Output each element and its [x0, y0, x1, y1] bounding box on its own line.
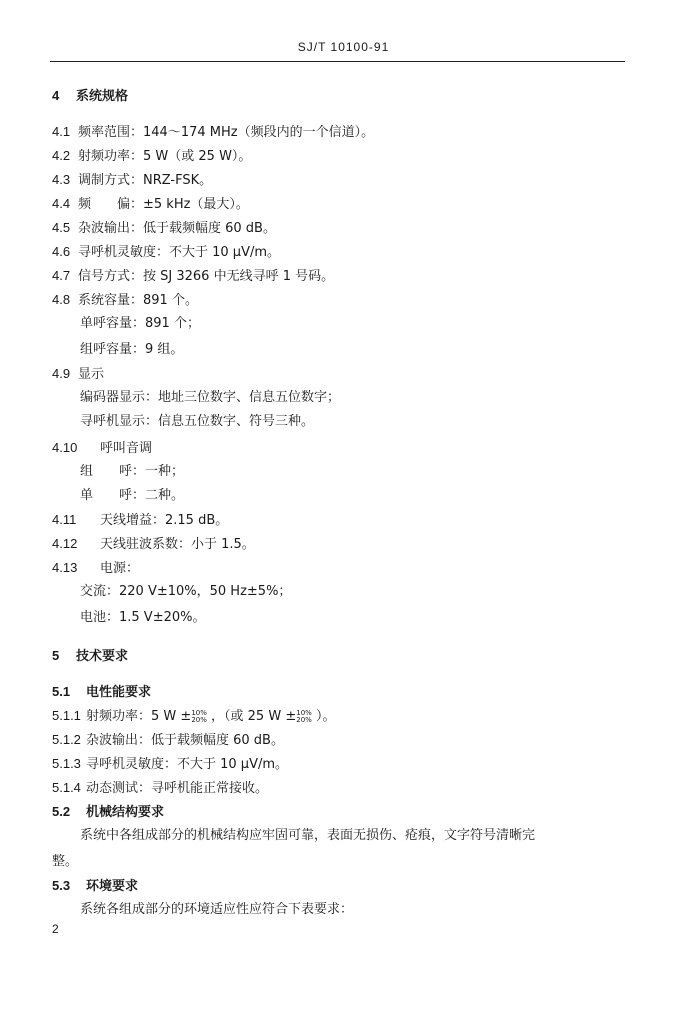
tone-group: 组 呼：一种； [80, 464, 185, 479]
item-5-1-3: 5.1.3 寻呼机灵敏度：不大于 10 μV/m。 [52, 756, 289, 772]
display-pager: 寻呼机显示：信息五位数字、符号三种。 [80, 414, 315, 429]
tone-single: 单 呼：二种。 [80, 488, 185, 503]
section-4-title: 4 系统规格 [52, 88, 129, 104]
item-4-7: 4.7 信号方式：按 SJ 3266 中无线寻呼 1 号码。 [52, 268, 335, 284]
item-4-10: 4.10 呼叫音调 [52, 440, 153, 456]
display-encoder: 编码器显示：地址三位数字、信息五位数字； [80, 390, 341, 405]
item-4-1: 4.1 频率范围：144～174 MHz（频段内的一个信道）。 [52, 124, 375, 140]
item-4-13: 4.13 电源： [52, 560, 140, 576]
item-4-12: 4.12 天线驻波系数：小于 1.5。 [52, 536, 255, 552]
page-number: 2 [52, 922, 59, 936]
tolerance-fraction-1: 10% 20% [191, 708, 207, 724]
item-4-3: 4.3 调制方式：NRZ-FSK。 [52, 172, 213, 188]
item-4-9: 4.9 显示 [52, 366, 105, 382]
item-4-4: 4.4 频 偏：±5 kHz（最大）。 [52, 196, 249, 212]
power-ac: 交流：220 V±10%，50 Hz±5%； [80, 584, 292, 599]
document-id: SJ/T 10100-91 [297, 40, 390, 54]
mechanical-body-line2: 整。 [52, 854, 79, 869]
item-4-11: 4.11 天线增益：2.15 dB。 [52, 512, 229, 528]
item-4-5: 4.5 杂波输出：低于载频幅度 60 dB。 [52, 220, 276, 236]
section-5-title: 5 技术要求 [52, 648, 129, 664]
item-5-1-1: 5.1.1 射频功率：5 W ± 10% 20% ，（或 25 W ± 10% 20% ）。 [52, 708, 336, 724]
item-4-8: 4.8 系统容量：891 个。 [52, 292, 198, 308]
item-5-2: 5.2 机械结构要求 [52, 804, 165, 820]
mechanical-body-line1: 系统中各组成部分的机械结构应牢固可靠，表面无损伤、疮痕，文字符号清晰完 [80, 828, 536, 843]
capacity-group: 组呼容量：9 组。 [80, 342, 184, 357]
header-rule [50, 61, 625, 62]
item-5-1-2: 5.1.2 杂波输出：低于载频幅度 60 dB。 [52, 732, 284, 748]
item-5-1-4: 5.1.4 动态测试：寻呼机能正常接收。 [52, 780, 269, 796]
item-4-2: 4.2 射频功率：5 W（或 25 W）。 [52, 148, 252, 164]
item-5-1: 5.1 电性能要求 [52, 684, 152, 700]
item-5-3: 5.3 环境要求 [52, 878, 139, 894]
item-4-6: 4.6 寻呼机灵敏度：不大于 10 μV/m。 [52, 244, 281, 260]
capacity-single: 单呼容量：891 个； [80, 316, 200, 331]
environment-body: 系统各组成部分的环境适应性应符合下表要求： [80, 902, 354, 917]
power-battery: 电池：1.5 V±20%。 [80, 610, 206, 625]
tolerance-fraction-2: 10% 20% [296, 708, 312, 724]
